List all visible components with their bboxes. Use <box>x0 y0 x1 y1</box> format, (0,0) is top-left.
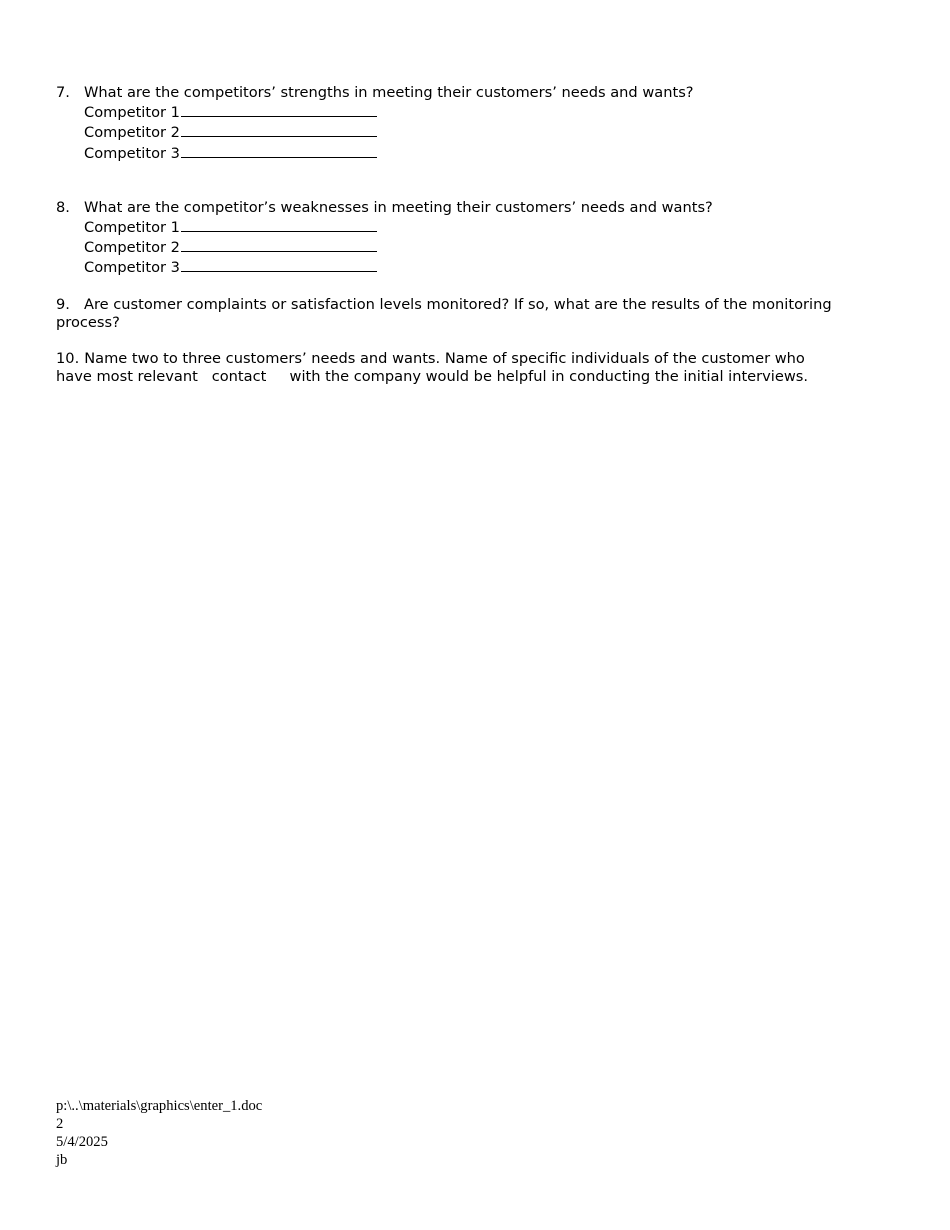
question-10-text-line-1: Name two to three customers’ needs and wants. Name of specific individuals of the customer who <box>84 350 805 368</box>
footer-date: 5/4/2025 <box>56 1134 108 1150</box>
answer-blank[interactable] <box>181 122 377 137</box>
question-7-text: What are the competitors’ strengths in meeting their customers’ needs and wants? <box>84 84 694 101</box>
answer-blank[interactable] <box>181 102 377 117</box>
competitor-label: Competitor 1 <box>84 219 180 237</box>
question-8-number: 8. <box>56 198 70 216</box>
question-10 <box>56 350 896 386</box>
footer-file-path: p:\..\materials\graphics\enter_1.doc <box>56 1098 263 1114</box>
question-9 <box>56 296 896 332</box>
answer-blank[interactable] <box>181 217 377 232</box>
question-9-line-2 <box>56 314 896 332</box>
document-footer <box>56 1097 262 1169</box>
answer-blank[interactable] <box>181 237 377 252</box>
answer-blank[interactable] <box>181 143 377 158</box>
competitor-label: Competitor 3 <box>84 259 180 277</box>
footer-page-number: 2 <box>56 1116 64 1132</box>
question-9-line-1 <box>56 296 896 314</box>
competitor-line <box>84 143 896 163</box>
document-body <box>56 84 896 386</box>
footer-initials: jb <box>56 1152 68 1168</box>
competitor-label: Competitor 2 <box>84 124 180 142</box>
question-9-text-line-1: Are customer complaints or satisfaction levels monitored? If so, what are the results of the monitoring <box>84 295 832 313</box>
competitor-label: Competitor 2 <box>84 239 180 257</box>
question-7 <box>56 84 896 163</box>
question-10-line-1 <box>56 350 896 368</box>
question-8-line <box>56 199 896 217</box>
competitor-line <box>84 102 896 122</box>
competitor-line <box>84 122 896 142</box>
question-10-text-line-2: have most relevant contact with the company would be helpful in conducting the initial interviews. <box>56 368 809 386</box>
question-7-line <box>56 84 896 102</box>
competitor-line <box>84 237 896 257</box>
question-8-text: What are the competitor’s weaknesses in meeting their customers’ needs and wants? <box>84 198 713 216</box>
question-7-number: 7. <box>56 84 70 101</box>
question-9-number: 9. <box>56 295 70 313</box>
question-8 <box>56 199 896 278</box>
competitor-label: Competitor 3 <box>84 144 180 162</box>
question-10-number: 10. <box>56 350 80 368</box>
question-8-competitor-list <box>56 217 896 278</box>
answer-blank[interactable] <box>181 257 377 272</box>
question-9-text-line-2: process? <box>56 313 120 331</box>
competitor-line <box>84 257 896 277</box>
question-7-competitor-list <box>56 102 896 163</box>
competitor-label: Competitor 1 <box>84 104 180 122</box>
question-10-line-2 <box>56 368 896 386</box>
competitor-line <box>84 217 896 237</box>
